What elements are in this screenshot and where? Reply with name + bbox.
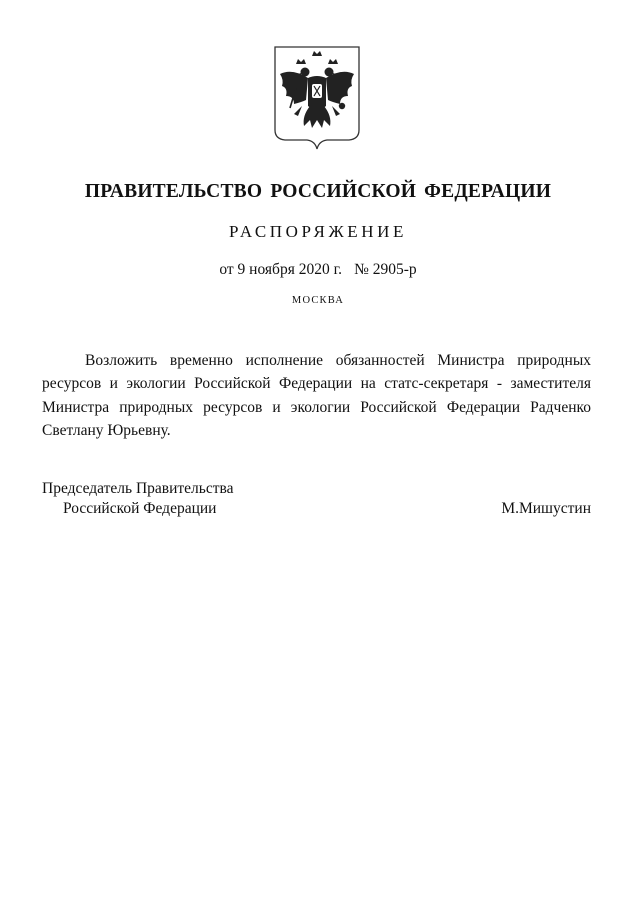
order-text: Возложить временно исполнение обязанностей Министра природных ресурсов и экологии Российской Федерации на статс-секретаря - заместителя Министра природных ресурсов и экологии Российской Федерации Радченко Светлану Юрьевну. <box>42 352 591 439</box>
signatory-name: М.Мишустин <box>501 500 591 517</box>
document-number: № 2905-р <box>354 261 417 278</box>
date-number-line <box>0 261 636 279</box>
russian-coat-of-arms-icon <box>272 44 362 152</box>
government-title: ПРАВИТЕЛЬСТВО РОССИЙСКОЙ ФЕДЕРАЦИИ <box>84 181 552 202</box>
signatory-position <box>42 479 234 519</box>
signatory-position-line1: Председатель Правительства <box>42 480 234 497</box>
document-type: РАСПОРЯЖЕНИЕ <box>228 222 408 241</box>
document-city: МОСКВА <box>291 295 345 306</box>
document-date: от 9 ноября 2020 г. <box>219 261 343 278</box>
signatory-position-line2: Российской Федерации <box>63 500 217 517</box>
